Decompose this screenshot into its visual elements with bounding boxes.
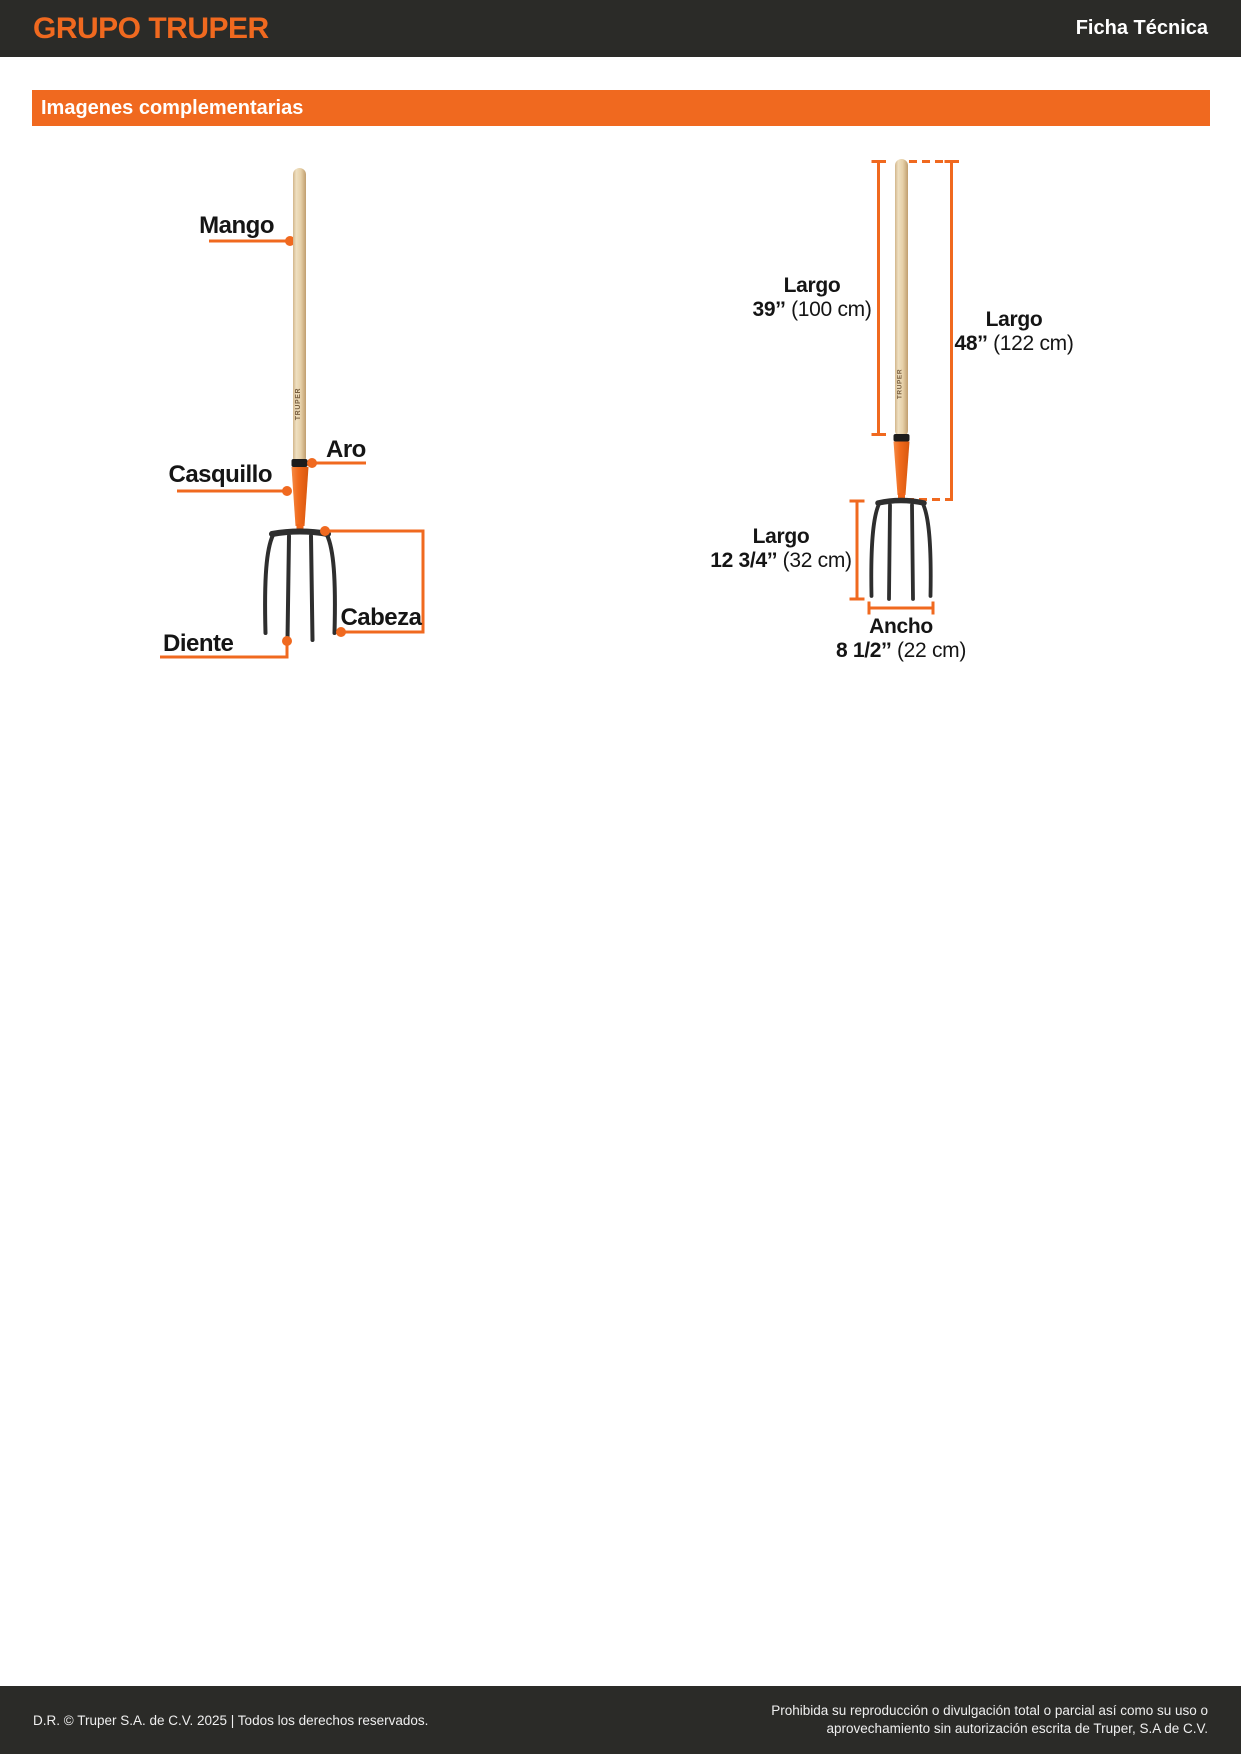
dim-head-width-title: Ancho <box>869 615 933 638</box>
fork-head-shape <box>871 501 930 600</box>
dim-handle-length-value-line: 39’’ (100 cm) <box>752 297 872 321</box>
casquillo-shape <box>292 467 309 526</box>
cabeza-callout-dot-top <box>320 526 330 536</box>
label-cabeza: Cabeza <box>340 604 422 631</box>
tine-outer-left <box>265 535 273 633</box>
head-bar-shape <box>878 501 924 504</box>
tine-inner-left <box>288 536 290 640</box>
dimensions-diagram <box>690 140 1040 680</box>
tine-outer-right <box>923 504 931 596</box>
dim-handle-length-title: Largo <box>783 274 841 297</box>
dim-label-handle-length <box>727 274 897 321</box>
aro-ring-shape <box>894 434 910 442</box>
tine-outer-left <box>871 504 879 596</box>
aro-ring-shape <box>292 459 308 467</box>
dim-head-length-title: Largo <box>752 525 810 548</box>
footer-legal-line-1: Prohibida su reproducción o divulgación total o parcial así como su uso o <box>771 1702 1208 1718</box>
footer-bar <box>0 1686 1241 1754</box>
footer-legal-line-2: aprovechamiento sin autorización escrita de Truper, S.A de C.V. <box>826 1721 1208 1736</box>
head-bar-shape <box>272 532 328 535</box>
dim-label-overall-length <box>929 308 1099 355</box>
footer-legal-notice <box>771 1702 1208 1739</box>
label-aro: Aro <box>326 436 366 463</box>
handle-brand-text: TRUPER <box>896 368 904 400</box>
casquillo-shape <box>894 442 910 496</box>
dim-head-length-value-line: 12 3/4’’ (32 cm) <box>710 548 852 572</box>
label-mango: Mango <box>199 212 274 239</box>
label-diente: Diente <box>163 630 234 657</box>
diente-callout-dot <box>282 636 292 646</box>
dim-head-width-value-line: 8 1/2’’ (22 cm) <box>835 638 967 662</box>
section-banner-title: Imagenes complementarias <box>41 96 304 119</box>
tine-inner-left <box>889 505 890 599</box>
casquillo-callout-dot <box>282 486 292 496</box>
aro-callout-dot <box>307 458 317 468</box>
dim-label-head-length <box>696 525 866 572</box>
tine-inner-right <box>311 536 313 640</box>
label-casquillo: Casquillo <box>168 461 272 488</box>
document-type-title: Ficha Técnica <box>1075 17 1208 39</box>
footer-copyright: D.R. © Truper S.A. de C.V. 2025 | Todos los derechos reservados. <box>33 1712 429 1728</box>
handle-brand-text: TRUPER <box>295 387 302 421</box>
brand-logo: GRUPO TRUPER <box>33 11 269 45</box>
section-banner <box>32 90 1210 126</box>
dim-overall-length-value-line: 48’’ (122 cm) <box>954 331 1074 355</box>
dim-overall-length-title: Largo <box>985 308 1043 331</box>
header-bar <box>0 0 1241 57</box>
dim-label-head-width <box>816 615 986 662</box>
tine-outer-right <box>327 535 335 633</box>
tine-inner-right <box>912 505 913 599</box>
fork-head-shape <box>265 532 335 641</box>
